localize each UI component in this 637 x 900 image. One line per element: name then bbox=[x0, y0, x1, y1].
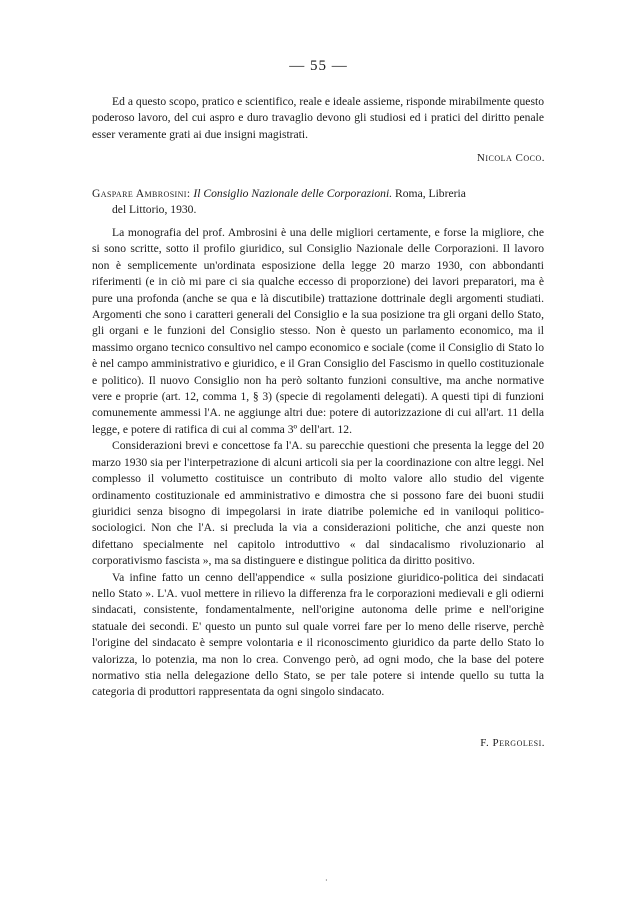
page-number: — 55 — bbox=[289, 58, 348, 74]
body-paragraph-2: Considerazioni brevi e concettose fa l'A. su parecchie questioni che presenta la legge del 20 marzo 1930 sia per l'interpetrazione di alcuni articoli sia per la coordinazione con altre leggi. Nel complesso il volumetto costituisce un contributo di molto valore allo studio del vigente ordinamento costituzionale ed amministrativo e dimostra che si possono fare dei buoni studii giuridici senza bisogno di impegolarsi in irate diatribe polemiche ed in vaniloqui politico-sociologici. Non che l'A. si precluda la via a considerazioni politiche, che anzi queste non difettano specialmente nel capitolo introduttivo « dal sindacalismo rivoluzionario al corporativismo fascista », ma sa distinguere e distingue politica da diritto positivo. bbox=[92, 439, 544, 568]
intro-paragraph-block bbox=[92, 94, 544, 143]
signature-coco: Nicola Coco. bbox=[476, 152, 545, 164]
body-paragraph-1: La monografia del prof. Ambrosini è una delle migliori certamente, e forse la migliore, che si sono scritte, sotto il profilo giuridico, sul Consiglio Nazionale delle Corporazioni. Il lavoro non è semplicemente un'ordinata esposizione della legge 20 marzo 1930, con abbondanti riferimenti (e in ciò mi pare ci sia qualche eccesso di proporzione) dei lavori preparatori, ma è pure una profonda (anche se qua e là discutibile) trattazione dottrinale degli argomenti studiati. Argomenti che sono i caratteri generali del Consiglio e la sua posizione tra gli organi dello Stato, gli organi e le funzioni del Consiglio stesso. Non è questo un parlamento economico, ma il massimo organo tecnico consultivo nel campo economico e sociale (come il Consiglio di Stato lo è nel campo amministrativo e giuridico, e il Gran Consiglio del Fascismo in quello costituzionale e politico). Il nuovo Consiglio non ha però soltanto funzioni consultive, ma anche normative vere e proprie (art. 12, comma 1, § 3) (specie di regolamenti delegati). A questi tipi di funzioni comunemente ammessi l'A. ne aggiunge altri due: potere di autorizzazione di cui all'art. 11 della legge, e potere di ratifica di cui al comma 3º dell'art. 12. bbox=[92, 226, 544, 436]
review-author: Gaspare Ambrosini: bbox=[92, 187, 191, 200]
review-body bbox=[92, 225, 544, 701]
signature-pergolesi: F. Pergolesi. bbox=[480, 737, 545, 749]
review-title: Il Consiglio Nazionale delle Corporazioni. bbox=[193, 187, 393, 200]
intro-paragraph: Ed a questo scopo, pratico e scientifico, reale e ideale assieme, risponde mirabilmente questo poderoso lavoro, del cui aspro e duro travaglio devono gli studiosi ed i pratici del diritto penale esser veramente grati ai due insigni magistrati. bbox=[92, 95, 544, 141]
review-publisher-line-1: Roma, Libreria bbox=[395, 187, 466, 200]
review-publisher-line-2: del Littorio, 1930. bbox=[112, 203, 197, 217]
footer-mark: · bbox=[325, 876, 328, 885]
review-heading bbox=[92, 186, 544, 219]
body-paragraph-3: Va infine fatto un cenno dell'appendice « sulla posizione giuridico-politica dei sindacati nello Stato ». L'A. vuol mettere in rilievo la differenza fra le corporazioni medievali e gli odierni sindacati, consistente, fondamentalmente, nell'origine autonoma delle prime e nell'origine statuale dei secondi. E' questo un punto sul quale vorrei fare per lo meno delle riserve, perchè l'origine del sindacato è sempre volontaria e il riconoscimento giuridico da parte dello Stato lo valorizza, lo potenzia, ma non lo crea. Convengo però, ad ogni modo, che la base del potere normativo stia nella delegazione dello Stato, se per tale potere si intende quello su tutta la categoria di produttori rappresentata da ogni singolo sindacato. bbox=[92, 570, 544, 699]
